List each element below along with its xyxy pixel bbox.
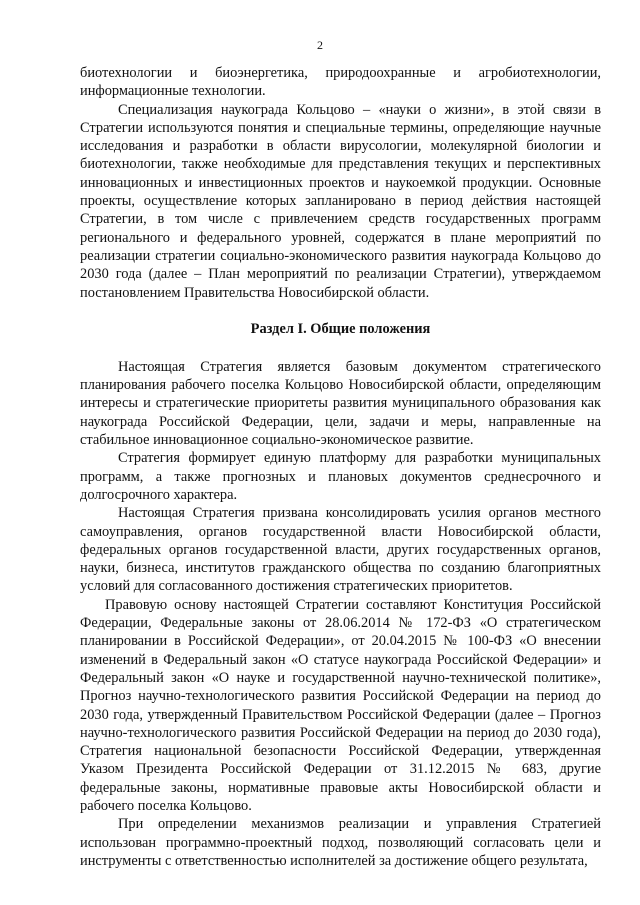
paragraph-strategy-base: Настоящая Стратегия является базовым документом стратегического планирования рабочего поселка Кольцово Новосибирской области, определяющим интересы и стратегические приоритеты развития муниципального образования как наукограда Российской Федерации, цели, задачи и меры, направленные на стабильное инновационное социально-экономическое развитие. (80, 358, 601, 449)
paragraph-specialization: Специализация наукограда Кольцово – «науки о жизни», в этой связи в Стратегии используются понятия и специальные термины, определяющие научные исследования и разработки в области вирусологии, молекулярной биологии и биотехнологии, также необходимые для представления текущих и перспективных инновационных и инвестиционных проектов и наукоемкой продукции. Основные проекты, осуществление которых запланировано в период действия настоящей Стратегии, в том числе с привлечением средств государственных программ регионального и федерального уровней, содержатся в плане мероприятий по реализации стратегии социально-экономического развития наукограда Кольцово до 2030 года (далее – План мероприятий по реализации Стратегии), утверждаемом постановлением Правительства Новосибирской области. (80, 101, 601, 301)
page-number: 2 (317, 38, 323, 52)
paragraph-legal-basis: Правовую основу настоящей Стратегии составляют Конституция Российской Федерации, Федеральные законы от 28.06.2014 № 172-ФЗ «О стратегическом планировании в Российской Федерации», от 20.04.2015 № 100-ФЗ «О внесении изменений в Федеральный закон «О статусе наукограда Российской Федерации» и Федеральный закон «О науке и государственной научно-технической политике», Прогноз научно-технологического развития Российской Федерации на период до 2030 года, утвержденный Правительством Российской Федерации (далее – Прогноз научно-технологического развития Российской Федерации на период до 2030 года), Стратегия национальной безопасности Российской Федерации, утвержденная Указом Президента Российской Федерации от 31.12.2015 № 683, другие федеральные законы, нормативные правовые акты Новосибирской области и рабочего поселка Кольцово. (80, 596, 601, 814)
section-heading: Раздел I. Общие положения (250, 320, 431, 337)
paragraph-continuation: биотехнологии и биоэнергетика, природоохранные и агробиотехнологии, информационные технологии. (80, 65, 601, 100)
document-body (80, 64, 601, 870)
paragraph-strategy-consolidation: Настоящая Стратегия призвана консолидировать усилия органов местного самоуправления, органов государственной власти Новосибирской области, федеральных органов государственной власти, других государственных органов, науки, бизнеса, институтов гражданского общества по созданию благоприятных условий для согласованного достижения стратегических приоритетов. (80, 505, 601, 595)
paragraph-mechanisms: При определении механизмов реализации и управления Стратегией использован программно-проектный подход, позволяющий согласовать цели и инструменты с ответственностью исполнителей за достижение общего результата, (80, 816, 601, 869)
paragraph-strategy-platform: Стратегия формирует единую платформу для разработки муниципальных программ, а также прогнозных и плановых документов среднесрочного и долгосрочного характера. (80, 450, 601, 503)
